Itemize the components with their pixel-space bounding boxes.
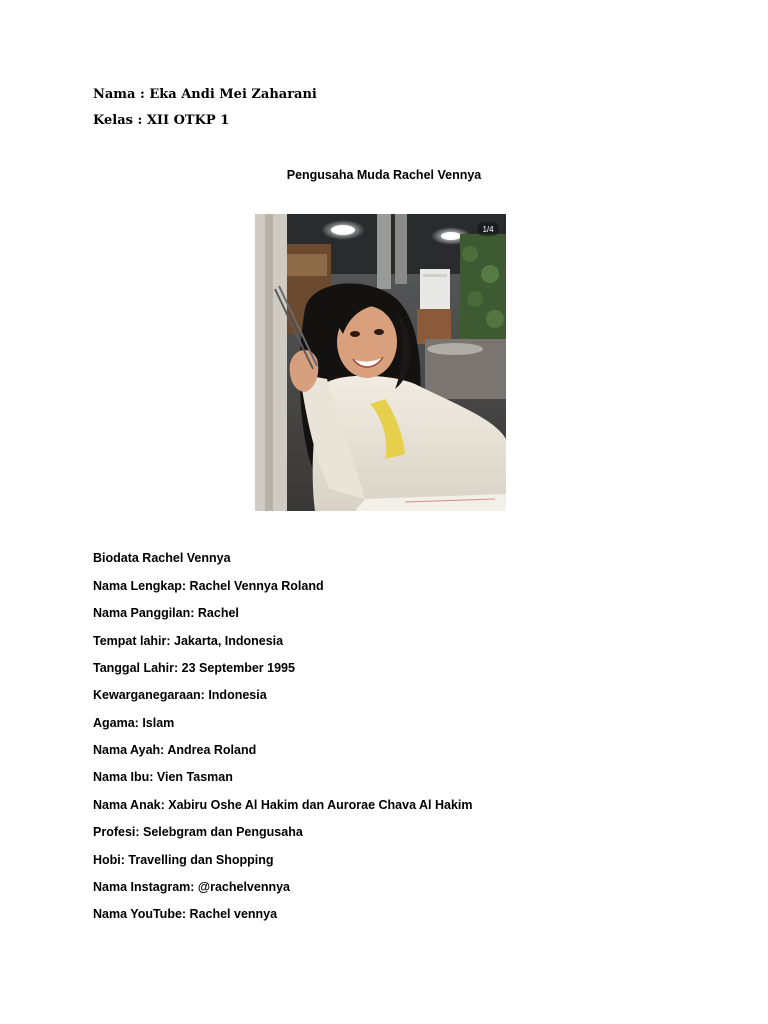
biodata-line: Nama Anak: Xabiru Oshe Al Hakim dan Aurorae Chava Al Hakim bbox=[93, 798, 473, 812]
biodata-line: Nama Ayah: Andrea Roland bbox=[93, 743, 257, 757]
biodata-line: Tempat lahir: Jakarta, Indonesia bbox=[93, 634, 284, 648]
biodata-line: Profesi: Selebgram dan Pengusaha bbox=[93, 825, 303, 839]
portrait-photo bbox=[255, 214, 506, 511]
biodata-line: Nama Lengkap: Rachel Vennya Roland bbox=[93, 579, 324, 593]
biodata-line: Kewarganegaraan: Indonesia bbox=[93, 688, 267, 702]
document-title: Pengusaha Muda Rachel Vennya bbox=[286, 168, 482, 182]
biodata-line: Nama Panggilan: Rachel bbox=[93, 606, 239, 620]
photo-counter: 1/4 bbox=[482, 225, 494, 234]
student-class: Kelas : XII OTKP 1 bbox=[93, 113, 230, 128]
biodata-line: Tanggal Lahir: 23 September 1995 bbox=[93, 661, 295, 675]
biodata-line: Hobi: Travelling dan Shopping bbox=[93, 853, 274, 867]
biodata-line: Nama YouTube: Rachel vennya bbox=[93, 907, 278, 921]
biodata-line: Nama Ibu: Vien Tasman bbox=[93, 770, 233, 784]
biodata-line: Agama: Islam bbox=[93, 716, 175, 730]
student-name: Nama : Eka Andi Mei Zaharani bbox=[93, 87, 317, 102]
biodata-line: Nama Instagram: @rachelvennya bbox=[93, 880, 290, 894]
biodata-heading: Biodata Rachel Vennya bbox=[93, 551, 231, 565]
